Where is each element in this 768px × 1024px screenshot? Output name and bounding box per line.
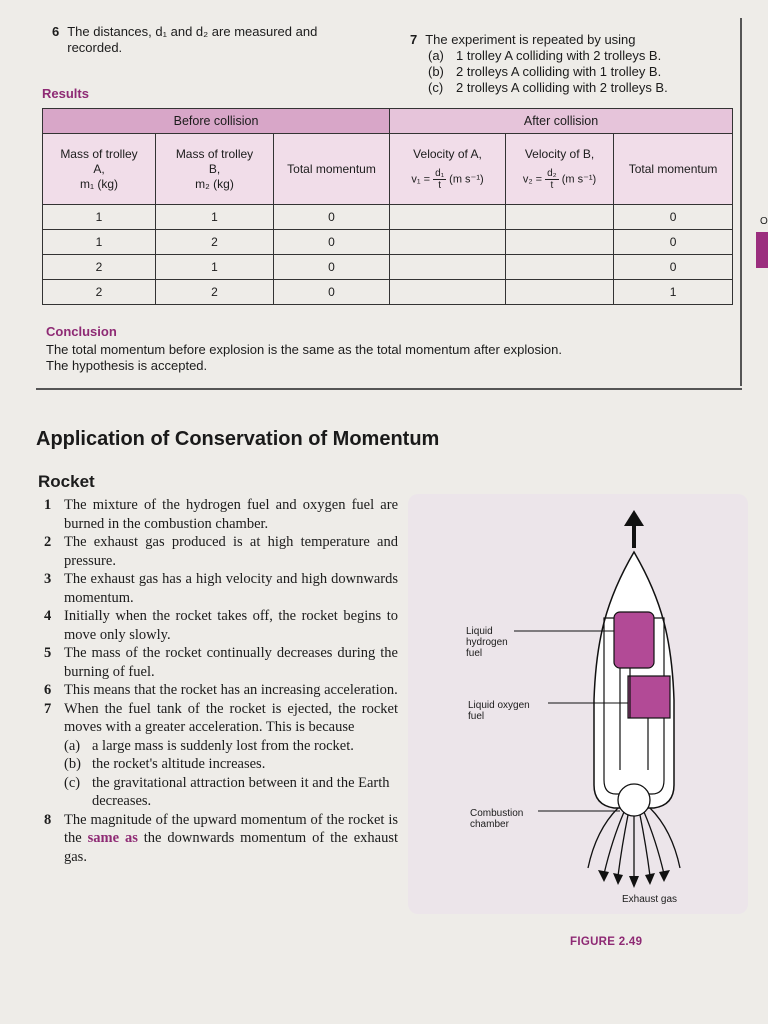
combustion-chamber [618, 784, 650, 816]
section-title: Application of Conservation of Momentum [36, 428, 440, 450]
formula-prefix: v₂ = [522, 173, 543, 186]
col-text: Mass of trolley [175, 146, 254, 161]
col-text: Velocity of A, [413, 147, 482, 161]
step-number: 1 [44, 497, 52, 513]
step-text: The exhaust gas produced is at high temperature and pressure. [64, 534, 398, 569]
col-total-after: Total momentum [614, 134, 733, 205]
sub-text: 2 trolleys A colliding with 1 trolley B. [456, 64, 662, 79]
exhaust-lines [588, 808, 680, 878]
col-text: Velocity of B, [524, 147, 595, 161]
step-text: The exhaust gas has a high velocity and high downwards momentum. [64, 571, 398, 606]
formula-prefix: v₁ = [411, 173, 431, 186]
cell-m2: 1 [156, 255, 274, 280]
conclusion-text: The total momentum before explosion is the same as the total momentum after explosion. The hypothesis is accepted. [46, 342, 562, 373]
cell-m2: 2 [156, 230, 274, 255]
oxygen-fuel-label [468, 700, 530, 722]
step-number: 6 [44, 682, 52, 698]
cell-m2: 1 [156, 205, 274, 230]
label-line: fuel [466, 648, 483, 659]
step-number: 7 [44, 700, 52, 717]
cell-total-before: 0 [274, 255, 390, 280]
cell-total-after: 0 [614, 205, 733, 230]
label-line: fuel [468, 711, 485, 722]
cell-total-after: 0 [614, 230, 733, 255]
sub-label: (a) [64, 737, 81, 754]
sub-label: (c) [428, 80, 444, 95]
step-text: This means that the rocket has an increasing acceleration. [64, 682, 398, 698]
conclusion-heading: Conclusion [46, 324, 117, 339]
label-line: chamber [470, 819, 509, 830]
step-text: When the fuel tank of the rocket is ejected, the rocket moves with a greater acceleration. This is because [64, 700, 398, 735]
cell-total-after: 0 [614, 255, 733, 280]
step-text: The mixture of the hydrogen fuel and oxygen fuel are burned in the combustion chamber. [64, 497, 398, 532]
label-line: Liquid oxygen [468, 700, 530, 711]
denominator: t [550, 180, 554, 191]
cell-total-before: 0 [274, 280, 390, 305]
cell-m1: 1 [43, 205, 156, 230]
after-collision-header: After collision [390, 109, 733, 134]
step-number: 7 [410, 32, 418, 47]
step-text-part: the downwards momentum of the exhaust gas. [64, 830, 398, 865]
step-text: The distances, d₁ and d₂ are measured and recorded. [67, 24, 318, 55]
numerator: d₁ [435, 168, 445, 179]
sub-text: the gravitational attraction between it and the Earth decreases. [92, 774, 390, 809]
upward-arrow-icon [624, 510, 644, 548]
cell-m1: 2 [43, 280, 156, 305]
results-heading: Results [42, 86, 89, 101]
combustion-chamber-label [470, 808, 523, 830]
step-text: Initially when the rocket takes off, the rocket begins to move only slowly. [64, 608, 398, 643]
step-number: 3 [44, 571, 52, 587]
sub-label: (c) [64, 774, 81, 791]
step-number: 4 [44, 608, 52, 624]
highlighted-term: same as [87, 830, 138, 846]
cell-m1: 1 [43, 230, 156, 255]
cell-total-before: 0 [274, 230, 390, 255]
oxygen-tank [628, 676, 670, 718]
unit: (m s⁻¹) [449, 173, 484, 186]
col-total-before: Total momentum [274, 134, 390, 205]
step-text: The experiment is repeated by using [425, 32, 636, 47]
col-text: Mass of trolley [60, 146, 138, 161]
col-text: m₁ (kg) [79, 176, 119, 191]
sub-text: 2 trolleys A colliding with 2 trolleys B. [456, 80, 668, 95]
label-line: Combustion [470, 808, 524, 819]
unit: (m s⁻¹) [561, 173, 597, 186]
cell-m1: 2 [43, 255, 156, 280]
sub-label: (a) [428, 48, 444, 63]
sub-text: the rocket's altitude increases. [92, 756, 266, 772]
step-number: 2 [44, 534, 52, 550]
exhaust-gas-label: Exhaust gas [622, 894, 678, 905]
page-edge-letter: O [760, 216, 768, 227]
col-text: A, [93, 161, 105, 176]
hydrogen-tank [614, 612, 654, 668]
cell-total-after: 1 [614, 280, 733, 305]
step-number: 5 [44, 645, 52, 661]
step-number: 6 [52, 24, 60, 39]
cell-total-before: 0 [274, 205, 390, 230]
sub-label: (b) [64, 756, 81, 772]
label-line: hydrogen [466, 637, 508, 648]
numerator: d₂ [547, 168, 557, 179]
denominator: t [438, 180, 442, 191]
hydrogen-fuel-label [466, 626, 508, 659]
before-collision-header: Before collision [43, 109, 390, 134]
col-text: m₂ (kg) [195, 176, 234, 191]
sub-text: 1 trolley A colliding with 2 trolleys B. [456, 48, 662, 63]
cell-m2: 2 [156, 280, 274, 305]
sub-text: a large mass is suddenly lost from the rocket. [92, 737, 354, 754]
col-text: B, [208, 161, 221, 176]
step-text-part: The magnitude of the upward momentum of the rocket is the [64, 811, 398, 846]
step-number: 8 [44, 811, 52, 828]
rocket-heading: Rocket [38, 472, 95, 491]
figure-caption: FIGURE 2.49 [570, 936, 643, 948]
sub-label: (b) [428, 64, 444, 79]
label-line: Liquid [466, 626, 493, 637]
step-text: The mass of the rocket continually decreases during the burning of fuel. [64, 645, 398, 680]
